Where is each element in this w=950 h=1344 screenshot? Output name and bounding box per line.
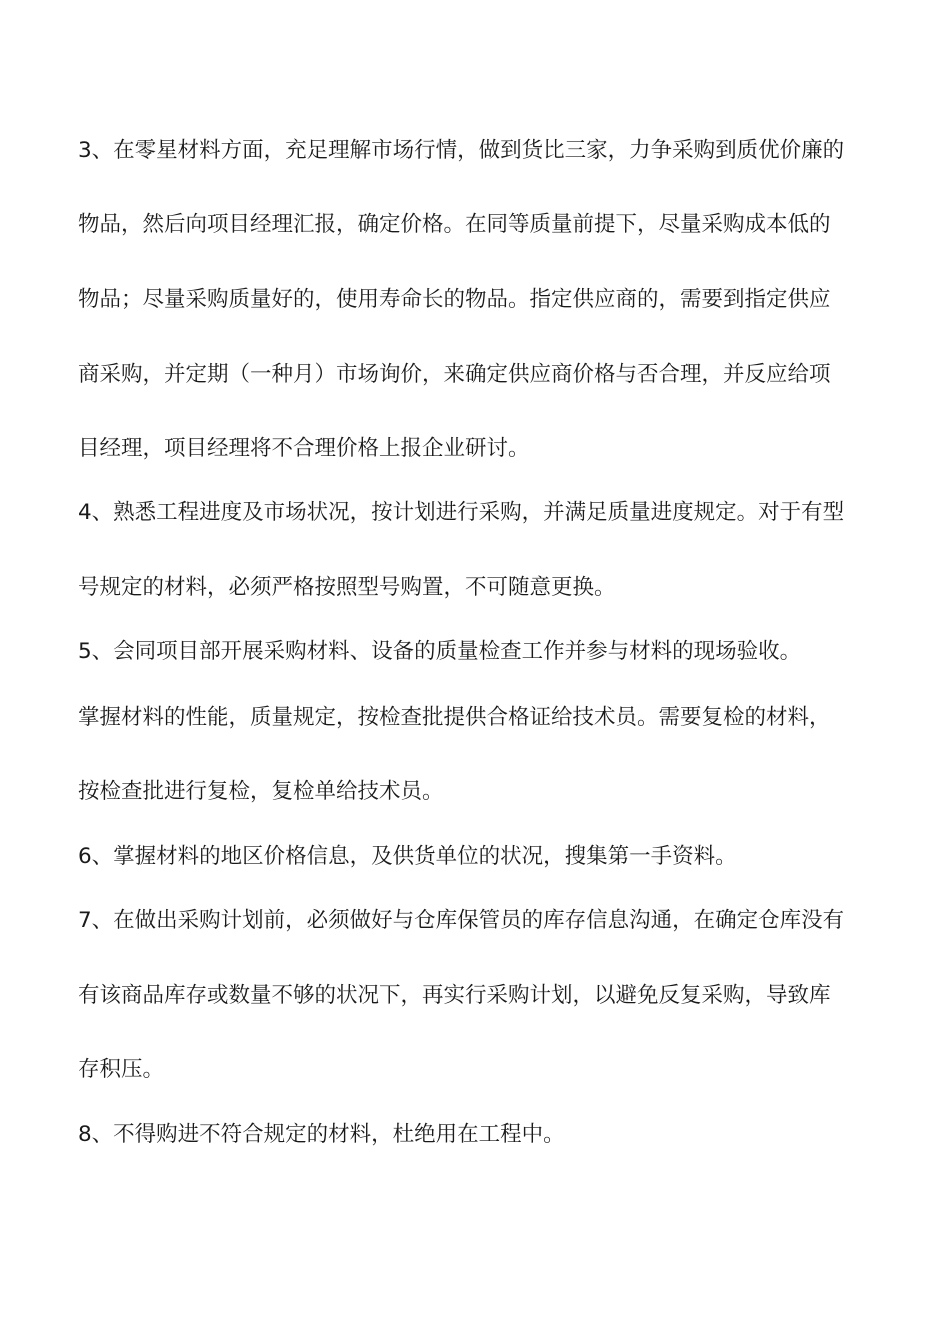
text-line: 7、在做出采购计划前，必须做好与仓库保管员的库存信息沟通，在确定仓库没有 [78,908,845,933]
text-line: 存积压。 [78,1057,165,1082]
text-line: 6、掌握材料的地区价格信息，及供货单位的状况，搜集第一手资料。 [78,844,737,869]
text-line: 掌握材料的性能，质量规定，按检查批提供合格证给技术员。需要复检的材料， [78,705,831,730]
text-line: 号规定的材料，必须严格按照型号购置，不可随意更换。 [78,575,616,600]
text-line: 8、不得购进不符合规定的材料，杜绝用在工程中。 [78,1122,565,1147]
text-line: 目经理，项目经理将不合理价格上报企业研讨。 [78,436,530,461]
text-line: 有该商品库存或数量不够的状况下，再实行采购计划，以避免反复采购，导致库 [78,983,831,1008]
text-line: 4、熟悉工程进度及市场状况，按计划进行采购，并满足质量进度规定。对于有型 [78,500,845,525]
text-line: 按检查批进行复检，复检单给技术员。 [78,779,444,804]
text-line: 商采购，并定期（一种月）市场询价，来确定供应商价格与否合理，并反应给项 [78,362,831,387]
text-line: 物品，然后向项目经理汇报，确定价格。在同等质量前提下，尽量采购成本低的 [78,212,831,237]
text-line: 物品；尽量采购质量好的，使用寿命长的物品。指定供应商的，需要到指定供应 [78,287,831,312]
text-line: 5、会同项目部开展采购材料、设备的质量检查工作并参与材料的现场验收。 [78,639,802,664]
text-line: 3、在零星材料方面，充足理解市场行情，做到货比三家，力争采购到质优价廉的 [78,138,845,163]
